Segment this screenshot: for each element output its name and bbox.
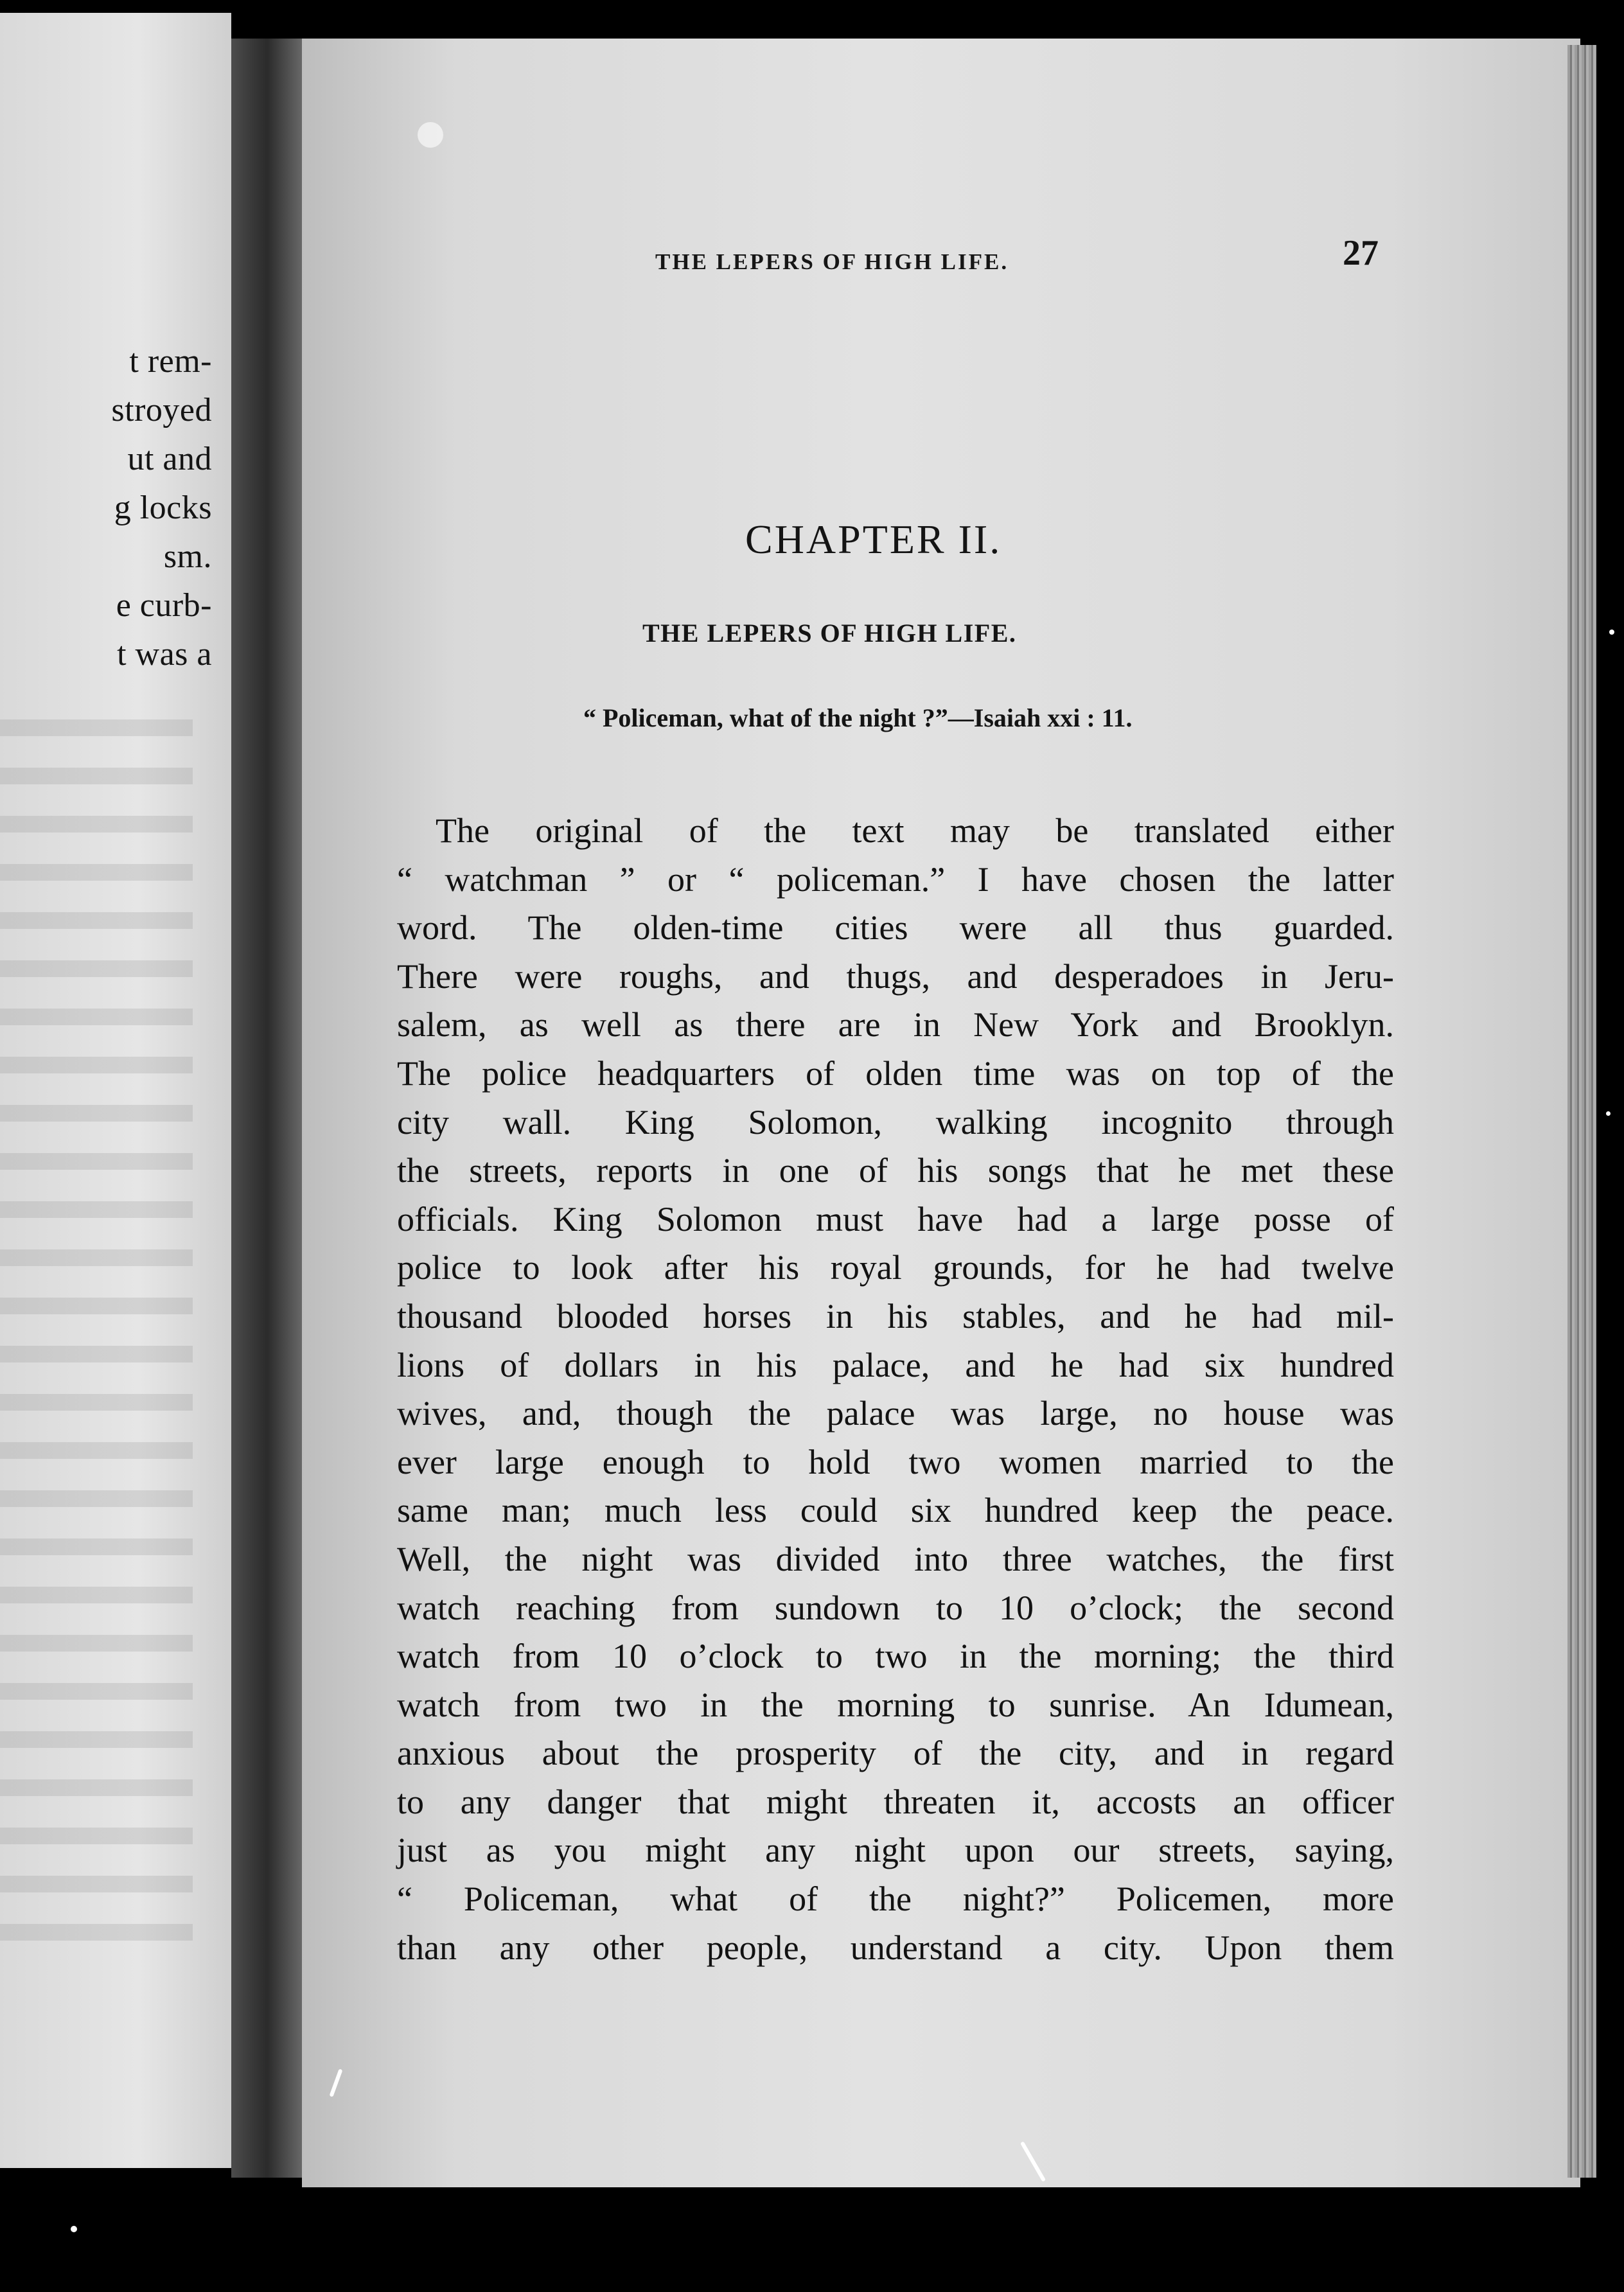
left-page-line: sm. [163,538,212,575]
body-line: the streets, reports in one of his songs that he met these [397,1151,1394,1190]
body-line: lions of dollars in his palace, and he had six hundred [397,1345,1394,1384]
page-number: 27 [1343,233,1379,273]
body-line: Well, the night was divided into three watches, the first [397,1539,1394,1578]
body-line: same man; much less could six hundred keep the peace. [397,1491,1394,1530]
body-line: thousand blooded horses in his stables, and he had mil- [397,1296,1394,1336]
body-line: There were roughs, and thugs, and desperadoes in Jeru- [397,956,1394,996]
chapter-title: CHAPTER II. [745,516,1002,562]
left-page-text-fragments [0,337,212,679]
body-line: “ Policeman, what of the night?” Policemen, more [397,1880,1394,1919]
body-line: just as you might any night upon our streets, saying, [397,1831,1394,1870]
body-line: to any danger that might threaten it, accosts an officer [397,1782,1394,1821]
left-facing-page [0,13,231,2168]
body-line: ever large enough to hold two women married to the [397,1442,1394,1481]
left-page-line: t rem- [129,343,212,380]
body-line: watch reaching from sundown to 10 o’clock; the second [397,1588,1394,1627]
scan-speck [1606,1111,1611,1116]
body-line: “ watchman ” or “ policeman.” I have chosen the latter [397,860,1394,899]
left-page-line: e curb- [116,587,212,624]
epigraph: “ Policeman, what of the night ?”—Isaiah xxi : 11. [583,703,1133,732]
faded-show-through-text [0,719,193,1972]
body-line: police to look after his royal grounds, for he had twelve [397,1248,1394,1287]
scan-speck [1609,630,1614,635]
body-line: word. The olden-time cities were all thus guarded. [397,908,1394,948]
body-line: watch from 10 o’clock to two in the morning; the third [397,1637,1394,1676]
left-page-line: ut and [127,441,212,477]
body-line: The original of the text may be translated either [436,811,1394,850]
chapter-subtitle: THE LEPERS OF HIGH LIFE. [642,619,1017,648]
body-line: The police headquarters of olden time was on top of the [397,1053,1394,1093]
body-line: watch from two in the morning to sunrise. An Idumean, [397,1685,1394,1724]
left-page-line: t was a [117,636,212,673]
left-page-line: stroyed [111,392,212,428]
body-line: than any other people, understand a city. Upon them [397,1928,1394,1967]
body-line: salem, as well as there are in New York and Brooklyn. [397,1005,1394,1045]
left-page-line: g locks [114,489,212,526]
body-paragraph [397,807,1394,1972]
body-line: wives, and, though the palace was large, no house was [397,1394,1394,1433]
scan-speck [71,2226,77,2232]
body-line: anxious about the prosperity of the city, and in regard [397,1734,1394,1773]
page-block-edge [1567,45,1596,2178]
body-line: city wall. King Solomon, walking incognito through [397,1102,1394,1142]
body-line: officials. King Solomon must have had a large posse of [397,1199,1394,1239]
scan-speck [418,122,443,148]
running-head: THE LEPERS OF HIGH LIFE. [655,249,1009,274]
